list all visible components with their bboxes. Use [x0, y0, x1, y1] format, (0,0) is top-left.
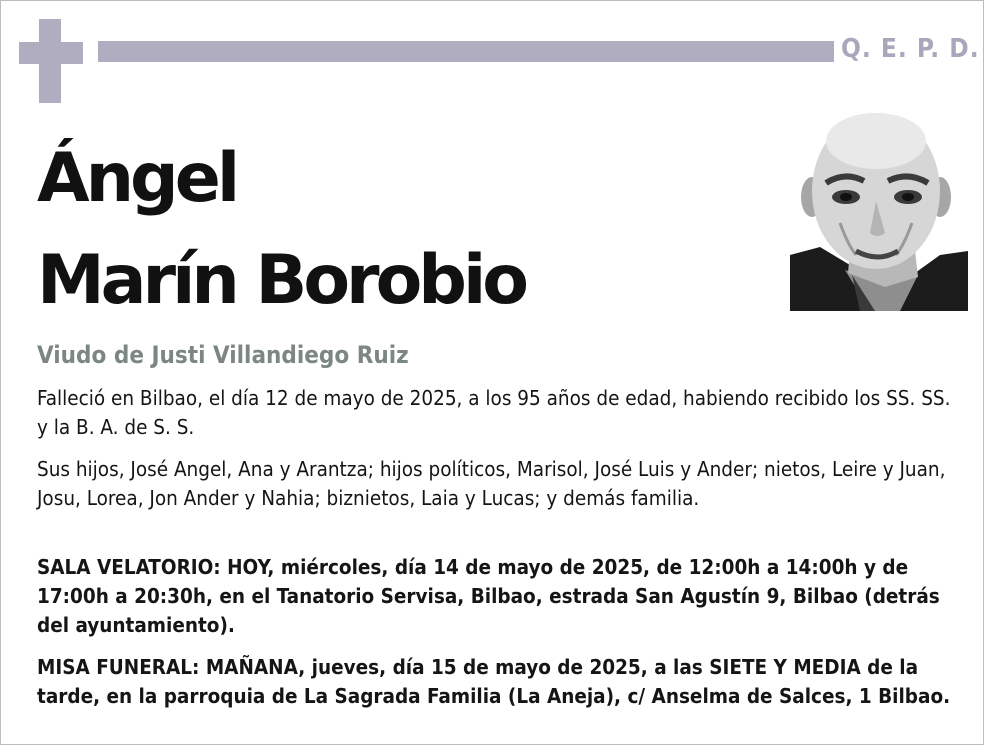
family-paragraph: Sus hijos, José Angel, Ana y Arantza; hijos políticos, Marisol, José Luis y Ander; nietos, Leire y Juan, Josu, Lorea, Jon Ander y Nahia; biznietos, Laia y Lucas; y demás familia.	[37, 457, 946, 510]
header-bar	[98, 41, 834, 62]
deceased-name	[37, 128, 525, 332]
wake-paragraph: SALA VELATORIO: HOY, miércoles, día 14 de mayo de 2025, de 12:00h a 14:00h y de 17:00h a 20:30h, en el Tanatorio Servisa, Bilbao, estrada San Agustín 9, Bilbao (detrás del ayuntamiento).	[37, 555, 940, 637]
widow-line: Viudo de Justi Villandiego Ruiz	[37, 341, 409, 369]
name-second-line: Marín Borobio	[37, 241, 525, 320]
cross-icon	[19, 19, 83, 103]
qepd-label: Q. E. P. D.	[841, 34, 980, 64]
funeral-paragraph: MISA FUNERAL: MAÑANA, jueves, día 15 de mayo de 2025, a las SIETE Y MEDIA de la tarde, en la parroquia de La Sagrada Familia (La Aneja), c/ Anselma de Salces, 1 Bilbao.	[37, 655, 951, 708]
name-first-line: Ángel	[37, 139, 237, 218]
portrait-photo	[790, 105, 968, 311]
death-notice-paragraph: Falleció en Bilbao, el día 12 de mayo de 2025, a los 95 años de edad, habiendo recibido los SS. SS. y la B. A. de S. S.	[37, 386, 951, 439]
